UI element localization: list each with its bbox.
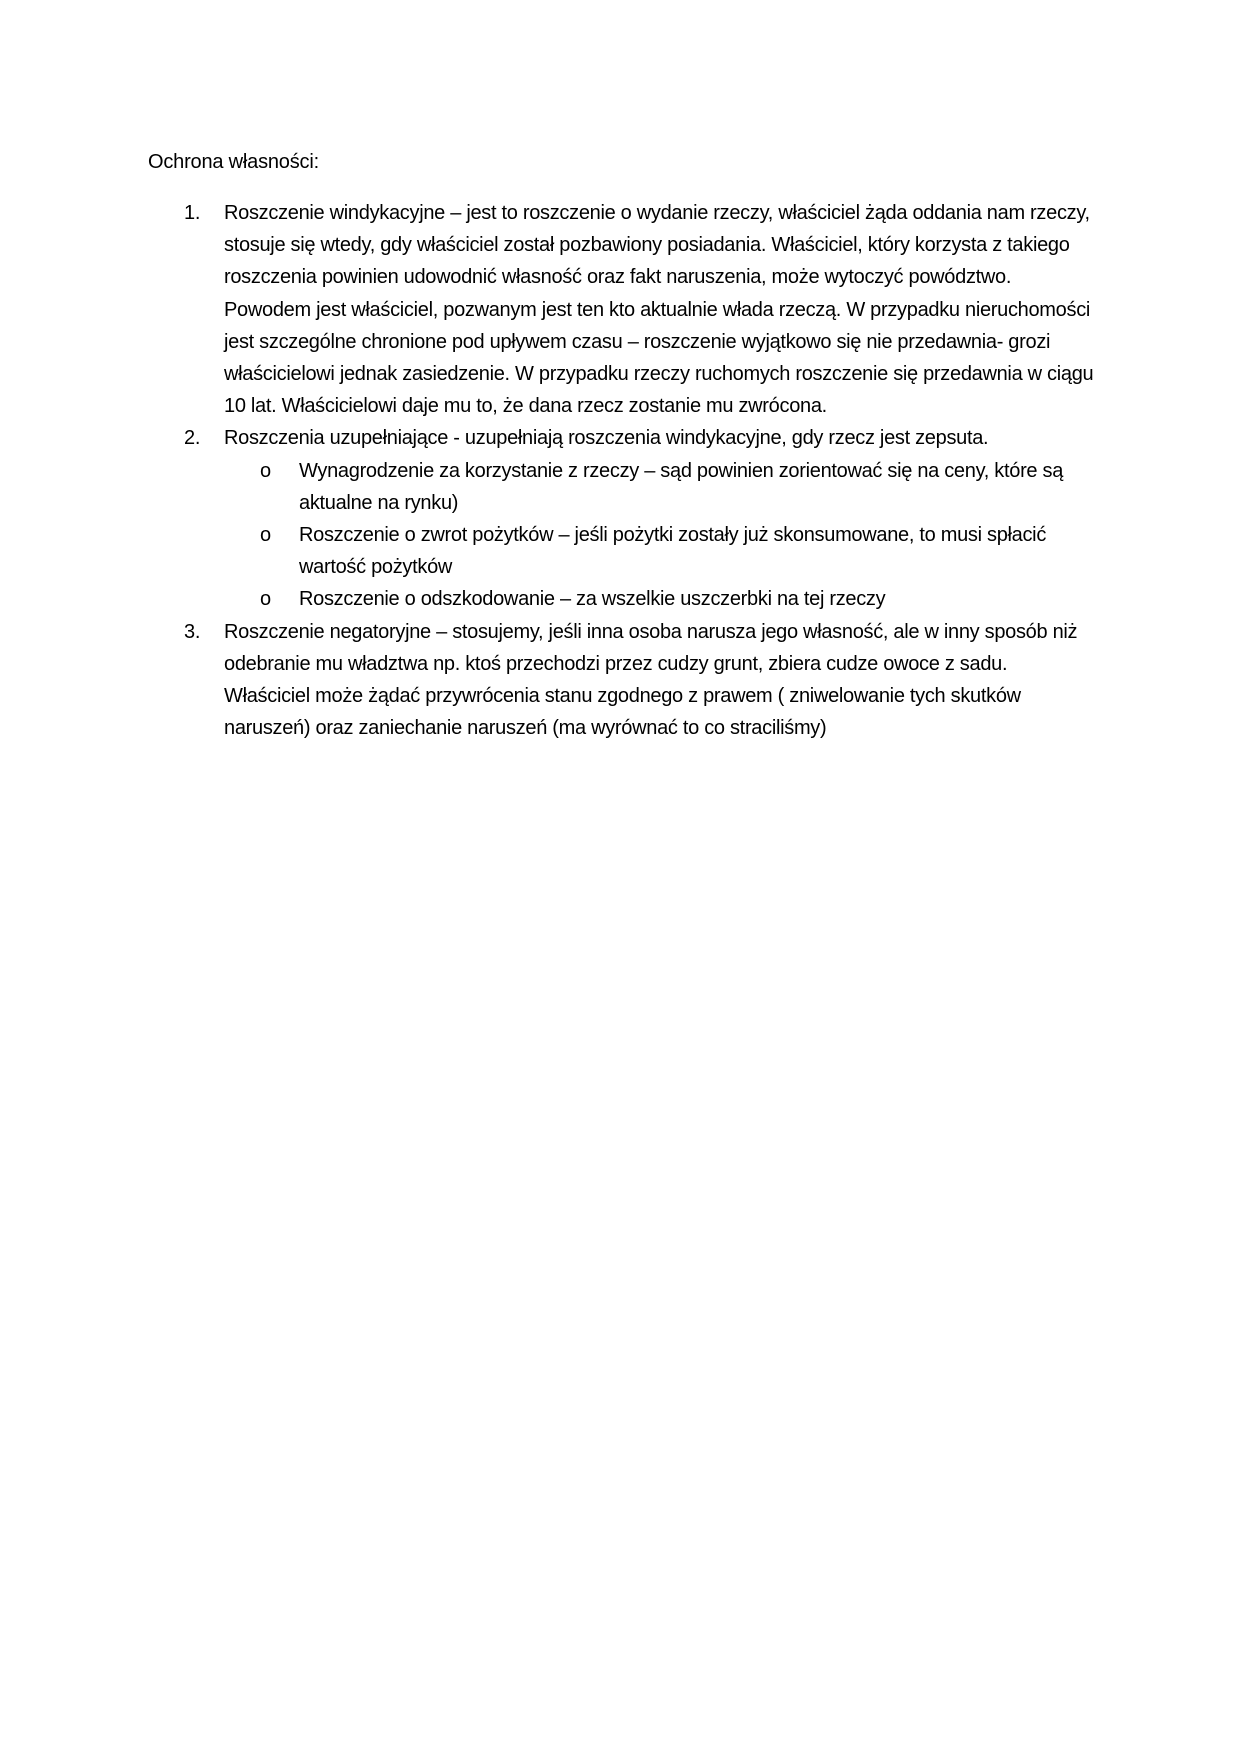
sublist-item-text: Roszczenie o zwrot pożytków – jeśli pożytki zostały już skonsumowane, to musi spłacić wartość pożytków xyxy=(299,524,1047,579)
list-item-text: Roszczenie negatoryjne – stosujemy, jeśli inna osoba narusza jego własność, ale w inny sposób niż odebranie mu władztwa np. ktoś przechodzi przez cudzy grunt, zbiera cudze owoce z sadu. Właściciel może żądać przywrócenia stanu zgodnego z prawem ( zniwelowanie tych skutków naruszeń) oraz zaniechanie naruszeń (ma wyrównać to co straciliśmy) xyxy=(224,620,1078,740)
supplementary-claims-sublist xyxy=(224,455,1098,616)
list-item xyxy=(148,422,1098,615)
list-item xyxy=(148,197,1098,422)
sublist-item-text: Wynagrodzenie za korzystanie z rzeczy – sąd powinien zorientować się na ceny, które są aktualne na rynku) xyxy=(299,459,1064,514)
list-item-number: 1. xyxy=(184,202,201,224)
claims-list xyxy=(148,197,1098,744)
sublist-item-text: Roszczenie o odszkodowanie – za wszelkie uszczerbki na tej rzeczy xyxy=(299,588,886,611)
document-heading: Ochrona własności: xyxy=(148,151,319,173)
list-item xyxy=(148,616,1098,745)
list-item-number: 3. xyxy=(184,620,201,643)
bullet-icon: o xyxy=(260,524,271,547)
list-item-number: 2. xyxy=(184,427,201,450)
sublist-item xyxy=(224,455,1098,519)
bullet-icon: o xyxy=(260,459,271,482)
list-item-text: Roszczenie windykacyjne – jest to roszczenie o wydanie rzeczy, właściciel żąda oddania nam rzeczy, stosuje się wtedy, gdy właściciel został pozbawiony posiadania. Właściciel, który korzysta z takiego roszczenia powinien udowodnić własność oraz fakt naruszenia, może wytoczyć powództwo. Powodem jest właściciel, pozwanym jest ten kto aktualnie włada rzeczą. W przypadku nieruchomości jest szczególne chronione pod upływem czasu – roszczenie wyjątkowo się nie przedawnia- grozi właścicielowi jednak zasiedzenie. W przypadku rzeczy ruchomych roszczenie się przedawnia w ciągu 10 lat. Właścicielowi daje mu to, że dana rzecz zostanie mu zwrócona. xyxy=(224,202,1094,418)
list-item-text: Roszczenia uzupełniające - uzupełniają roszczenia windykacyjne, gdy rzecz jest zepsuta. xyxy=(224,427,989,450)
sublist-item xyxy=(224,583,1098,615)
bullet-icon: o xyxy=(260,588,271,611)
sublist-item xyxy=(224,519,1098,583)
